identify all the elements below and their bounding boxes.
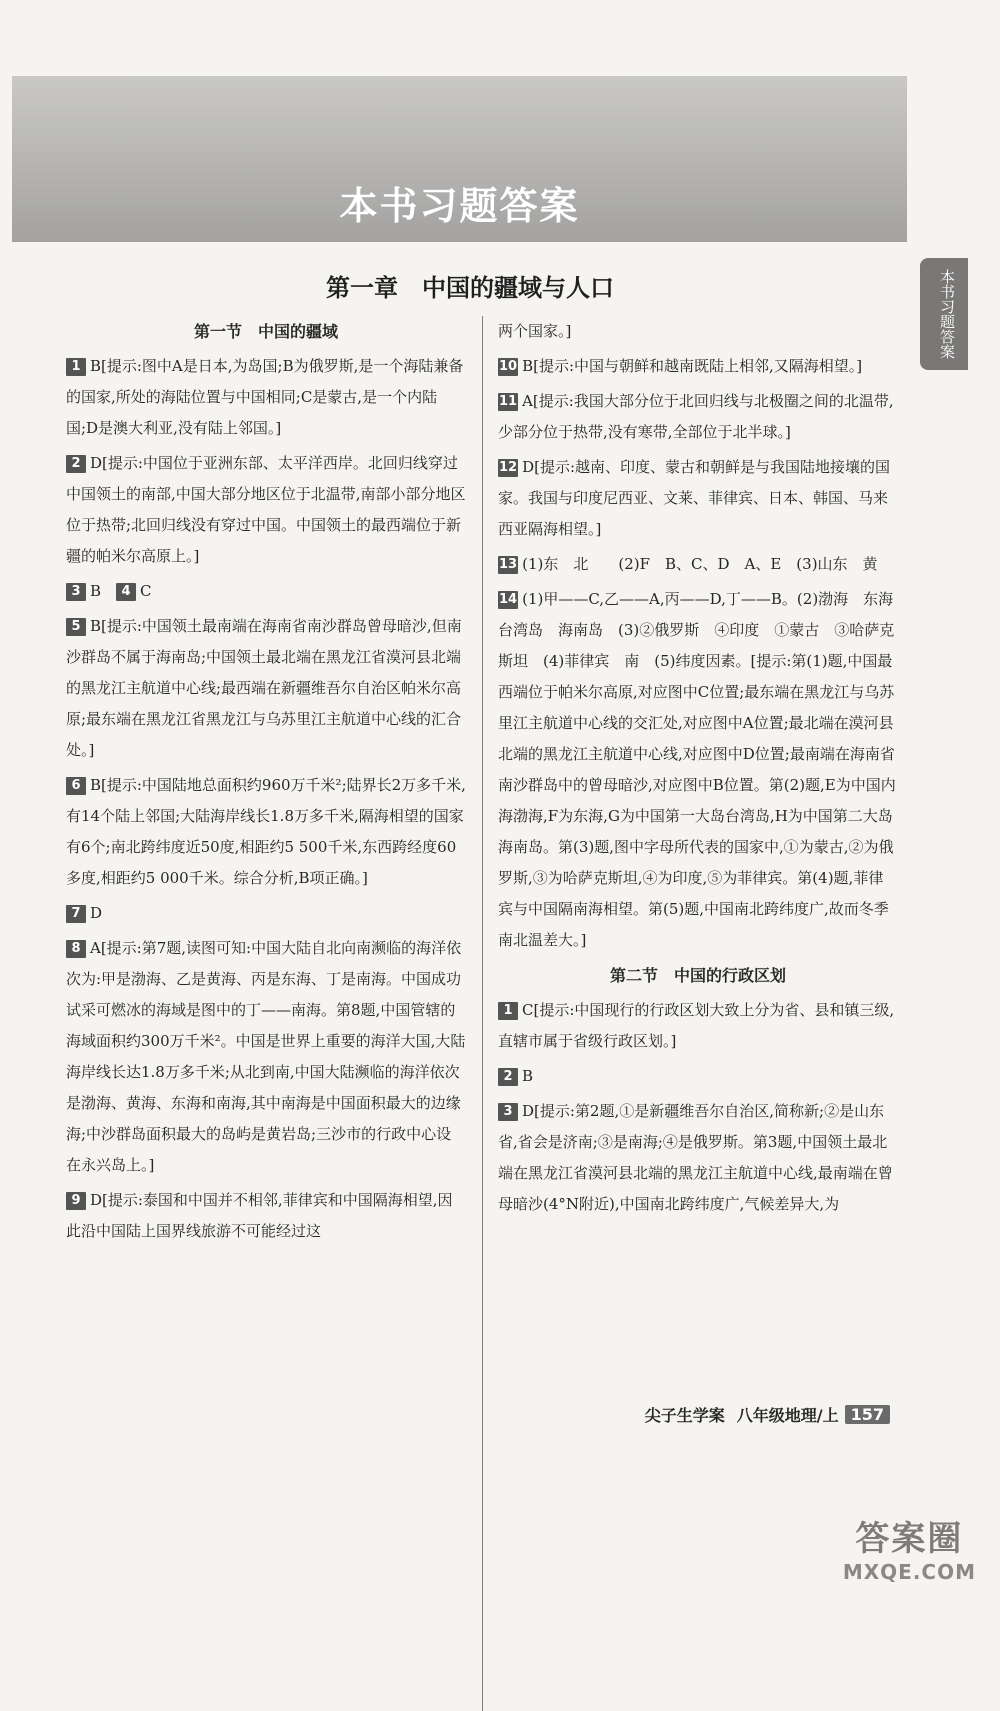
question-number: 8 xyxy=(66,940,86,958)
answer-text: B[提示:中国陆地总面积约960万千米²;陆界长2万多千米,有14个陆上邻国;大陆海岸线长1.8万多千米,隔海相望的国家有6个;南北跨纬度近50度,相距约5 500千米,东西跨经度60多度,相距约5 000千米。综合分析,B项正确。] xyxy=(66,776,466,887)
column-divider xyxy=(482,316,483,1711)
question-number: 2 xyxy=(498,1068,518,1086)
question-number: 1 xyxy=(498,1002,518,1020)
answer-item xyxy=(498,1096,898,1220)
continuation-text: 两个国家。] xyxy=(498,322,572,340)
watermark-bottom: MXQE.COM xyxy=(842,1560,976,1584)
answer-text: D[提示:中国位于亚洲东部、太平洋西岸。北回归线穿过中国领土的南部,中国大部分地区位于北温带,南部小部分地区位于热带;北回归线没有穿过中国。中国领土的最西端位于新疆的帕米尔高原上。] xyxy=(66,454,466,565)
question-number: 12 xyxy=(499,460,518,475)
watermark-logo xyxy=(843,1511,976,1584)
answer-item xyxy=(66,1185,466,1247)
page-number: 157 xyxy=(845,1405,890,1424)
book-name: 尖子生学案 xyxy=(644,1406,725,1425)
answer-text: D xyxy=(90,904,103,922)
answer-item xyxy=(498,452,898,545)
answer-text: B[提示:图中A是日本,为岛国;B为俄罗斯,是一个海陆兼备的国家,所处的海陆位置与中国相同;C是蒙古,是一个内陆国;D是澳大利亚,没有陆上邻国。] xyxy=(66,357,464,437)
question-number: 7 xyxy=(66,905,86,923)
answer-text: (1)东 北 (2)F B、C、D A、E (3)山东 黄 xyxy=(522,555,878,573)
watermark-top: 答案圈 xyxy=(855,1519,964,1559)
question-number: 5 xyxy=(66,618,86,636)
question-number: 3 xyxy=(66,583,86,601)
question-number: 14 xyxy=(499,592,518,607)
answer-item xyxy=(66,576,466,607)
question-number: 9 xyxy=(66,1192,86,1210)
chapter-title: 第一章 中国的疆域与人口 xyxy=(326,274,614,302)
answer-text: B xyxy=(522,1067,534,1085)
answer-text: B xyxy=(90,582,102,600)
question-number: 10 xyxy=(499,359,518,374)
question-number: 13 xyxy=(499,557,518,572)
answer-text: (1)甲——C,乙——A,丙——D,丁——B。(2)渤海 东海 台湾岛 海南岛 (3)②俄罗斯 ④印度 ①蒙古 ③哈萨克斯坦 (4)菲律宾 南 (5)纬度因素。[提示:第(1)题,中国最西端位于帕米尔高原,对应图中C位置;最东端在黑龙江与乌苏里江主航道中心线的交汇处,对应图中A位置;最北端在漠河县北端的黑龙江主航道中心线,对应图中D位置;最南端在海南省南沙群岛中的曾母暗沙,对应图中B位置。第(2)题,E为中国内海渤海,F为东海,G为中国第一大岛台湾岛,H为中国第二大岛海南岛。第(3)题,图中字母所代表的国家中,①为蒙古,②为俄罗斯,③为哈萨克斯坦,④为印度,⑤为菲律宾。第(4)题,菲律宾与中国隔南海相望。第(5)题,中国南北跨纬度广,故而冬季南北温差大。] xyxy=(498,590,909,949)
answer-text: C[提示:中国现行的行政区划大致上分为省、县和镇三级,直辖市属于省级行政区划。] xyxy=(498,1001,895,1050)
question-number: 6 xyxy=(66,777,86,795)
grade-subject: 八年级地理/上 xyxy=(736,1406,839,1425)
header-banner xyxy=(12,76,907,242)
side-tab: 本书习题答案 xyxy=(920,258,968,370)
answer-item xyxy=(66,898,466,929)
answer-item xyxy=(498,995,898,1057)
answer-item xyxy=(66,611,466,766)
question-number: 3 xyxy=(498,1103,518,1121)
question-number: 1 xyxy=(66,358,86,376)
answer-item xyxy=(498,1061,898,1092)
answer-text: A[提示:第7题,读图可知:中国大陆自北向南濒临的海洋依次为:甲是渤海、乙是黄海、丙是东海、丁是南海。中国成功试采可燃冰的海域是图中的丁——南海。第8题,中国管辖的海域面积约300万千米²。中国是世界上重要的海洋大国,大陆海岸线长达1.8万多千米;从北到南,中国大陆濒临的海洋依次是渤海、黄海、东海和南海,其中南海是中国面积最大的边缘海;中沙群岛面积最大的岛屿是黄岩岛;三沙市的行政中心设在永兴岛上。] xyxy=(66,939,466,1174)
question-number: 2 xyxy=(66,455,86,473)
section-title: 第二节 中国的行政区划 xyxy=(609,966,786,985)
answer-text: D[提示:第2题,①是新疆维吾尔自治区,简称新;②是山东省,省会是济南;③是南海;④是俄罗斯。第3题,中国领土最北端在黑龙江省漠河县北端的黑龙江主航道中心线,最南端在曾母暗沙(4°N附近),中国南北跨纬度广,气候差异大,为 xyxy=(498,1102,893,1213)
answer-text: B[提示:中国与朝鲜和越南既陆上相邻,又隔海相望。] xyxy=(522,357,863,375)
answer-item xyxy=(498,584,909,956)
answer-item xyxy=(498,351,898,382)
answer-item xyxy=(66,448,466,572)
question-number: 4 xyxy=(116,583,136,601)
answer-item xyxy=(66,351,466,444)
left-column xyxy=(66,316,466,1251)
answer-text: B[提示:中国领土最南端在海南省南沙群岛曾母暗沙,但南沙群岛不属于海南岛;中国领土最北端在黑龙江省漠河县北端的黑龙江主航道中心线;最西端在新疆维吾尔自治区帕米尔高原;最东端在黑龙江省黑龙江与乌苏里江主航道中心线的汇合处。] xyxy=(66,617,462,759)
right-column xyxy=(498,316,909,1224)
question-number: 11 xyxy=(499,394,518,409)
answer-text: D[提示:越南、印度、蒙古和朝鲜是与我国陆地接壤的国家。我国与印度尼西亚、文莱、菲律宾、日本、韩国、马来西亚隔海相望。] xyxy=(498,458,891,538)
answer-text: C xyxy=(140,582,152,600)
banner-title: 本书习题答案 xyxy=(339,184,580,228)
answer-text: A[提示:我国大部分位于北回归线与北极圈之间的北温带,少部分位于热带,没有寒带,全部位于北半球。] xyxy=(498,392,894,441)
answer-item xyxy=(66,933,466,1181)
answer-item xyxy=(498,549,898,580)
answer-item xyxy=(498,386,898,448)
answer-item xyxy=(66,770,466,894)
section-title: 第一节 中国的疆域 xyxy=(193,322,338,341)
page-footer xyxy=(645,1403,890,1426)
answer-text: D[提示:泰国和中国并不相邻,菲律宾和中国隔海相望,因此沿中国陆上国界线旅游不可能经过这 xyxy=(66,1191,453,1240)
